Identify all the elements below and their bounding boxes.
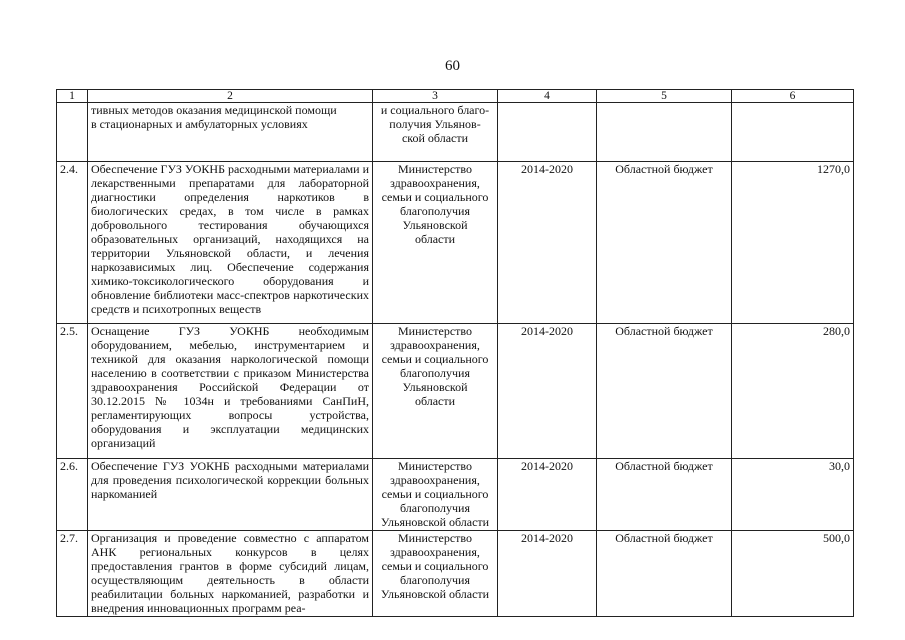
amount-text: 1270,0: [732, 162, 854, 324]
row-number: 2.7.: [57, 531, 88, 617]
table-row: [57, 531, 854, 617]
amount-text: 30,0: [732, 459, 854, 531]
executor-text: Министерство здравоохранения, семьи и социального благополучия Ульяновской области: [380, 459, 490, 529]
period-text: [498, 103, 597, 162]
executor-text: Министерство здравоохранения, семьи и социального благополучия Ульяновской области: [381, 162, 489, 246]
amount-text: 280,0: [732, 324, 854, 459]
header-col-5: 5: [597, 90, 732, 103]
measure-text: Оснащение ГУЗ УОКНБ необходимым оборудованием, мебелью, инструментарием и техникой для оказания наркологической помощи населению в соответствии с приказом Министерства здравоохранения Российской Федерации от 30.12.2015 № 1034н и требованиями СанПиН, регламентирующих вопросы устройства, оборудования и эксплуатации медицинских организаций: [91, 324, 369, 450]
row-number: 2.6.: [57, 459, 88, 531]
period-text: 2014-2020: [498, 531, 597, 617]
executor-text: Министерство здравоохранения, семьи и социального благополучия Ульяновской области: [380, 531, 490, 601]
measure-text: тивных методов оказания медицинской помощи в стационарных и амбулаторных условиях: [91, 103, 337, 131]
measure-text: Обеспечение ГУЗ УОКНБ расходными материалами и лекарственными препаратами для лабораторной диагностики определения наркотиков в биологических средах, в том числе в рамках добровольного тестирования обучающихся образовательных организаций, находящихся на территории Ульяновской области, и лечения наркозависимых лиц. Обеспечение содержания химико-токсикологического оборудования и обновление библиотеки масс-спектров наркотических средств и психотропных веществ: [91, 162, 369, 316]
table-row: [57, 103, 854, 162]
header-col-1: 1: [57, 90, 88, 103]
period-text: 2014-2020: [498, 162, 597, 324]
source-text: Областной бюджет: [597, 531, 732, 617]
row-number: 2.5.: [57, 324, 88, 459]
row-number: 2.4.: [57, 162, 88, 324]
table-row: [57, 324, 854, 459]
amount-text: 500,0: [732, 531, 854, 617]
program-table: [56, 89, 854, 617]
executor-text: и социального благо- получия Ульянов- ской области: [380, 103, 490, 145]
source-text: Областной бюджет: [597, 162, 732, 324]
header-row: [57, 90, 854, 103]
executor-text: Министерство здравоохранения, семьи и социального благополучия Ульяновской области: [381, 324, 489, 408]
source-text: [597, 103, 732, 162]
page-number: 60: [445, 58, 460, 74]
period-text: 2014-2020: [498, 324, 597, 459]
measure-text: Организация и проведение совместно с аппаратом АНК региональных конкурсов в целях предоставления грантов в форме субсидий лицам, осуществляющим деятельность в области реабилитации больных наркоманией, разработки и внедрения инновационных программ реа-: [91, 531, 369, 615]
header-col-6: 6: [732, 90, 854, 103]
period-text: 2014-2020: [498, 459, 597, 531]
source-text: Областной бюджет: [597, 324, 732, 459]
header-col-3: 3: [373, 90, 498, 103]
measure-text: Обеспечение ГУЗ УОКНБ расходными материалами для проведения психологической коррекции больных наркоманией: [91, 459, 369, 501]
header-col-4: 4: [498, 90, 597, 103]
amount-text: [732, 103, 854, 162]
table-row: [57, 459, 854, 531]
table-row: [57, 162, 854, 324]
row-number: [57, 103, 88, 162]
source-text: Областной бюджет: [597, 459, 732, 531]
header-col-2: 2: [88, 90, 373, 103]
